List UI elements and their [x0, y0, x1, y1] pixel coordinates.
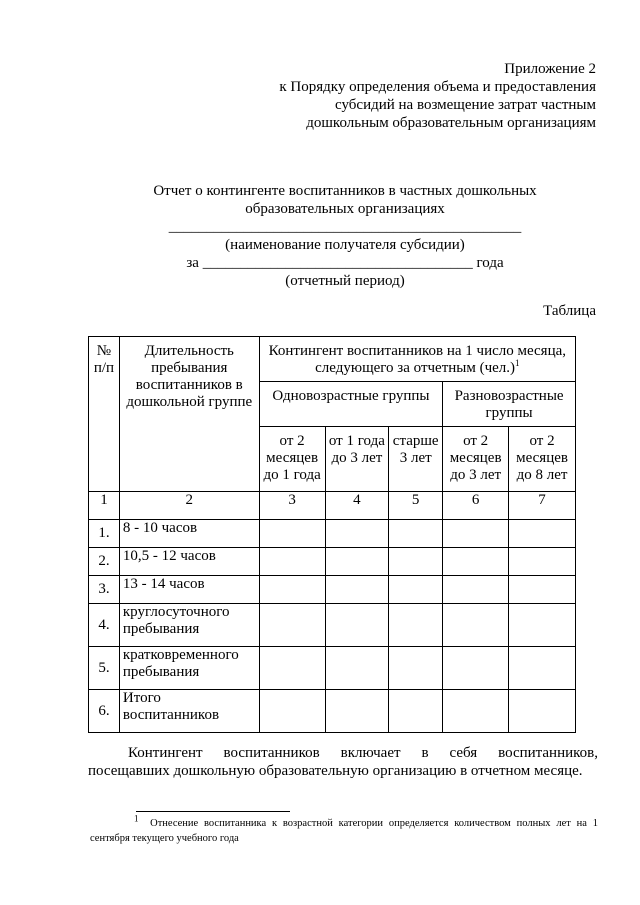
column-number: 5 [389, 492, 443, 520]
report-title-line: Отчет о контингенте воспитанников в частных дошкольных [153, 183, 537, 199]
report-title-block [90, 182, 600, 290]
appendix-line: Приложение 2 [504, 61, 596, 77]
row-label: Итого воспитанников [119, 690, 259, 733]
row-number: 3. [89, 576, 120, 604]
footnote-line: сентября текущего учебного года [90, 833, 239, 844]
table-cell[interactable] [259, 520, 325, 548]
row-number: 6. [89, 690, 120, 733]
table-row [89, 604, 576, 647]
footnote [90, 813, 598, 846]
row-number: 1. [89, 520, 120, 548]
table-row [89, 647, 576, 690]
table-cell[interactable] [443, 520, 509, 548]
header-sub-col: старше 3 лет [389, 427, 443, 492]
table-cell[interactable] [389, 690, 443, 733]
header-duration: Длительность пребывания воспитанников в дошкольной группе [119, 337, 259, 492]
appendix-line: дошкольным образовательным организациям [306, 115, 596, 131]
footnote-line [90, 813, 598, 831]
period-line [90, 254, 600, 272]
column-number: 2 [119, 492, 259, 520]
row-label: круглосуточного пребывания [119, 604, 259, 647]
header-num: № п/п [89, 337, 120, 492]
table-cell[interactable] [259, 604, 325, 647]
appendix-header [216, 60, 596, 132]
period-caption: (отчетный период) [285, 273, 405, 289]
table-cell[interactable] [259, 690, 325, 733]
table-cell[interactable] [509, 647, 576, 690]
footnote-text: Отнесение воспитанника к возрастной категории определяется количеством полных лет на 1 [150, 818, 598, 829]
column-number: 4 [325, 492, 389, 520]
note-line: Контингент воспитанников включает в себя воспитанников, [128, 745, 598, 761]
report-title-line: образовательных организациях [245, 201, 445, 217]
table-cell[interactable] [325, 647, 389, 690]
appendix-line: к Порядку определения объема и предоставления [279, 79, 596, 95]
table-cell[interactable] [325, 690, 389, 733]
table-cell[interactable] [443, 647, 509, 690]
column-numbers-row [89, 492, 576, 520]
contingent-note [88, 744, 598, 780]
row-number: 2. [89, 548, 120, 576]
header-sub-col: от 2 месяцев до 3 лет [443, 427, 509, 492]
header-same-age-groups: Одновозрастные группы [259, 382, 443, 427]
table-cell[interactable] [259, 548, 325, 576]
row-label: кратковременного пребывания [119, 647, 259, 690]
table-cell[interactable] [389, 647, 443, 690]
table-cell[interactable] [443, 604, 509, 647]
table-cell[interactable] [259, 647, 325, 690]
header-sub-col: от 2 месяцев до 1 года [259, 427, 325, 492]
table-cell[interactable] [325, 576, 389, 604]
table-cell[interactable] [509, 576, 576, 604]
row-label: 13 - 14 часов [119, 576, 259, 604]
column-number: 3 [259, 492, 325, 520]
table-cell[interactable] [325, 548, 389, 576]
table-cell[interactable] [259, 576, 325, 604]
table-cell[interactable] [509, 604, 576, 647]
period-prefix: за [186, 255, 199, 271]
header-mixed-age-groups: Разновозрастные группы [443, 382, 576, 427]
note-line: посещавших дошкольную образовательную организацию в отчетном месяце. [88, 763, 583, 779]
footnote-divider [136, 811, 290, 812]
recipient-blank-line: _______________________________________________ [168, 219, 522, 235]
row-label: 10,5 - 12 часов [119, 548, 259, 576]
table-row [89, 520, 576, 548]
appendix-line: субсидий на возмещение затрат частным [335, 97, 596, 113]
contingent-table [88, 336, 576, 733]
header-contingent [259, 337, 575, 382]
column-number: 6 [443, 492, 509, 520]
table-cell[interactable] [389, 548, 443, 576]
table-cell[interactable] [443, 690, 509, 733]
table-cell[interactable] [389, 576, 443, 604]
table-row [89, 690, 576, 733]
table-cell[interactable] [509, 520, 576, 548]
table-row [89, 576, 576, 604]
header-sub-col: от 1 года до 3 лет [325, 427, 389, 492]
row-number: 5. [89, 647, 120, 690]
table-cell[interactable] [389, 604, 443, 647]
footnote-number: 1 [134, 813, 139, 824]
table-cell[interactable] [325, 520, 389, 548]
column-number: 1 [89, 492, 120, 520]
table-cell[interactable] [443, 548, 509, 576]
table-cell[interactable] [389, 520, 443, 548]
table-label: Таблица [543, 303, 596, 319]
table-cell[interactable] [325, 604, 389, 647]
period-blank: ____________________________________ [202, 255, 473, 271]
recipient-caption: (наименование получателя субсидии) [225, 237, 465, 253]
table-cell[interactable] [443, 576, 509, 604]
column-number: 7 [509, 492, 576, 520]
table-cell[interactable] [509, 690, 576, 733]
row-number: 4. [89, 604, 120, 647]
table-row [89, 548, 576, 576]
header-sub-col: от 2 месяцев до 8 лет [509, 427, 576, 492]
footnote-mark: 1 [515, 358, 520, 368]
row-label: 8 - 10 часов [119, 520, 259, 548]
header-contingent-text: Контингент воспитанников на 1 число месяца, следующего за отчетным (чел.) [268, 343, 567, 376]
table-cell[interactable] [509, 548, 576, 576]
period-suffix: года [476, 255, 504, 271]
